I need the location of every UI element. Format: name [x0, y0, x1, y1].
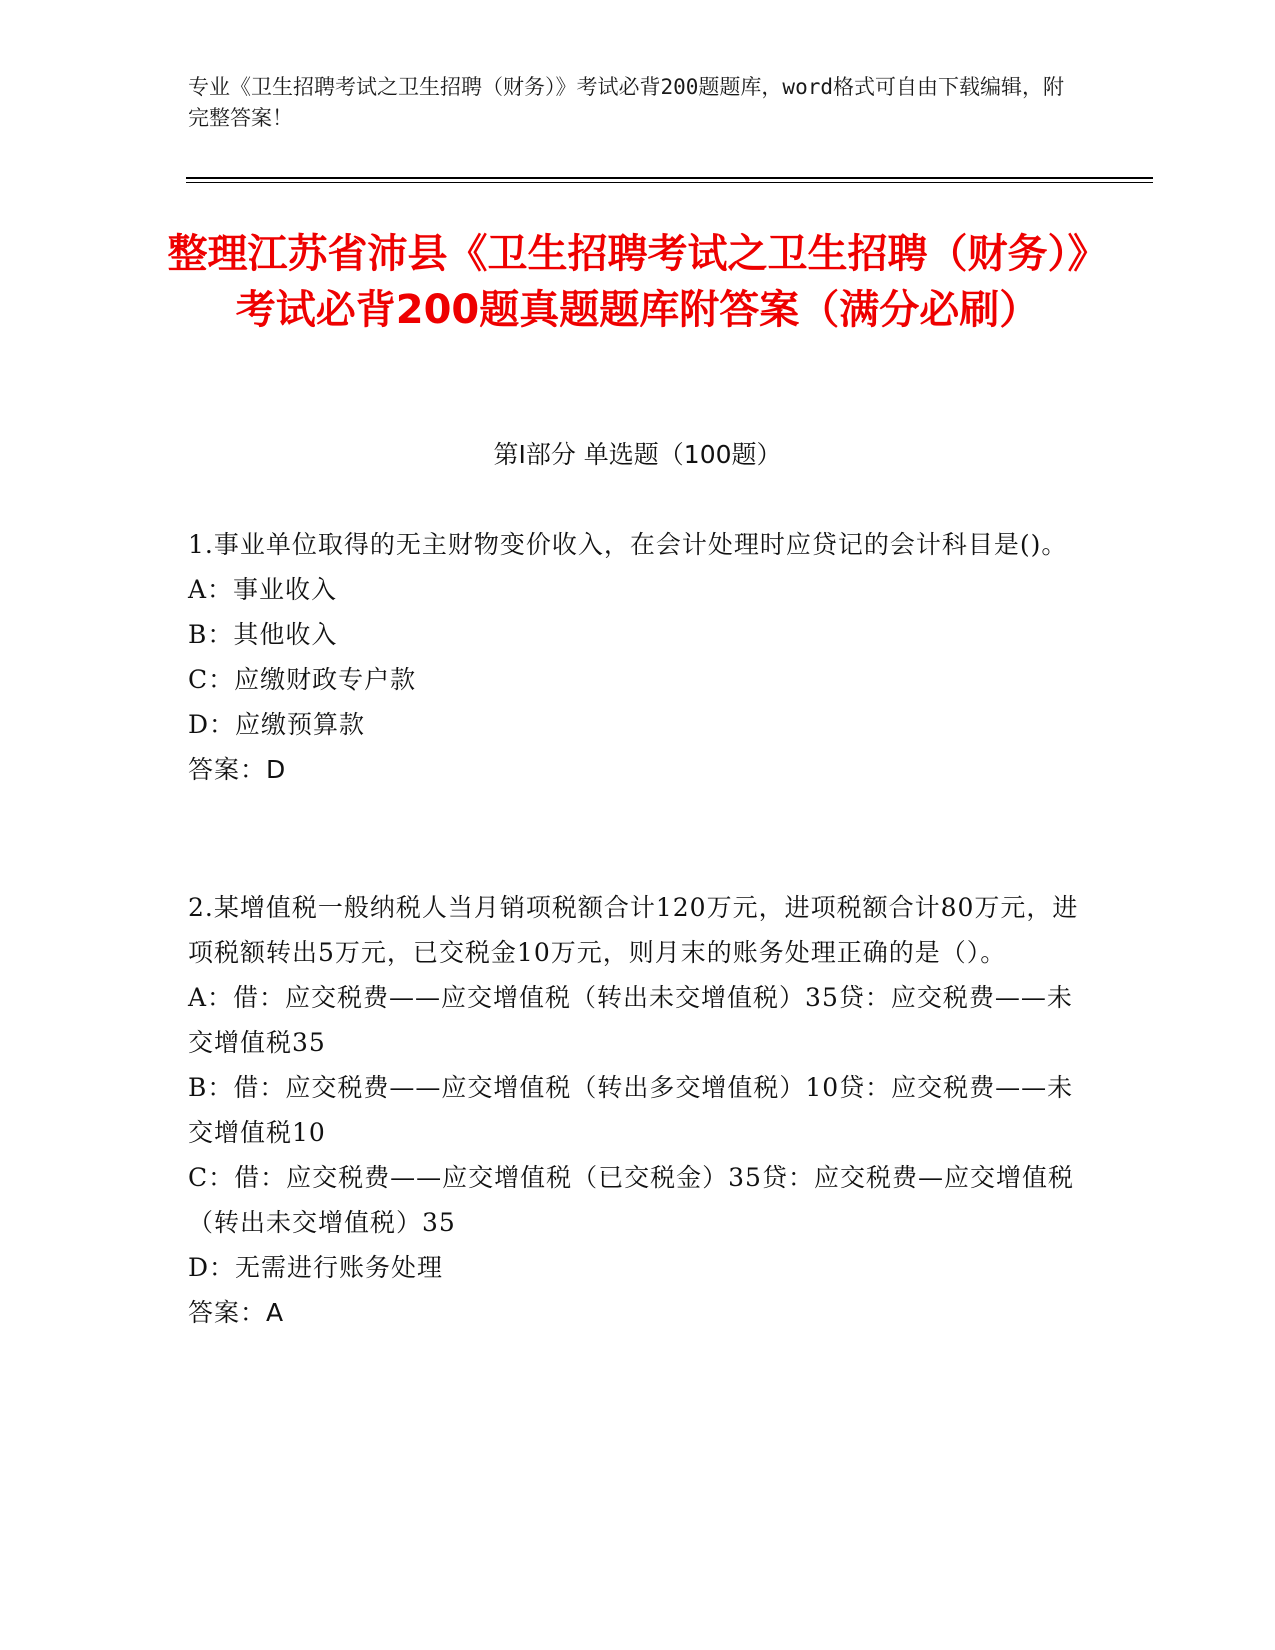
option-d: D：应缴预算款	[188, 710, 366, 739]
answer-line: 答案：A	[188, 1298, 285, 1327]
header-rule-thin	[186, 182, 1153, 183]
question-stem: 2.某增值税一般纳税人当月销项税额合计120万元，进项税额合计80万元，进项税额转出5万元，已交税金10万元，则月末的账务处理正确的是（）。	[188, 893, 1079, 967]
option-b: B：借：应交税费——应交增值税（转出多交增值税）10贷：应交税费——未交增值税10	[188, 1073, 1074, 1147]
option-d: D：无需进行账务处理	[188, 1253, 444, 1282]
header-rule-thick	[186, 177, 1153, 179]
option-c: C：应缴财政专户款	[188, 665, 417, 694]
question-2	[188, 885, 1088, 1335]
section-heading: 第I部分 单选题（100题）	[493, 440, 782, 469]
header-note: 专业《卫生招聘考试之卫生招聘（财务）》考试必背200题题库，word格式可自由下载编辑，附完整答案！	[188, 75, 1064, 130]
document-title: 整理江苏省沛县《卫生招聘考试之卫生招聘（财务）》考试必背200题真题题库附答案（满分必刷）	[167, 231, 1108, 333]
option-c: C：借：应交税费——应交增值税（已交税金）35贷：应交税费—应交增值税（转出未交增值税）35	[188, 1163, 1074, 1237]
question-1	[188, 522, 1088, 792]
option-a: A：事业收入	[188, 575, 338, 604]
option-a: A：借：应交税费——应交增值税（转出未交增值税）35贷：应交税费——未交增值税35	[188, 983, 1073, 1057]
question-stem: 1.事业单位取得的无主财物变价收入，在会计处理时应贷记的会计科目是()。	[188, 530, 1068, 559]
answer-line: 答案：D	[188, 755, 287, 784]
option-b: B：其他收入	[188, 620, 338, 649]
